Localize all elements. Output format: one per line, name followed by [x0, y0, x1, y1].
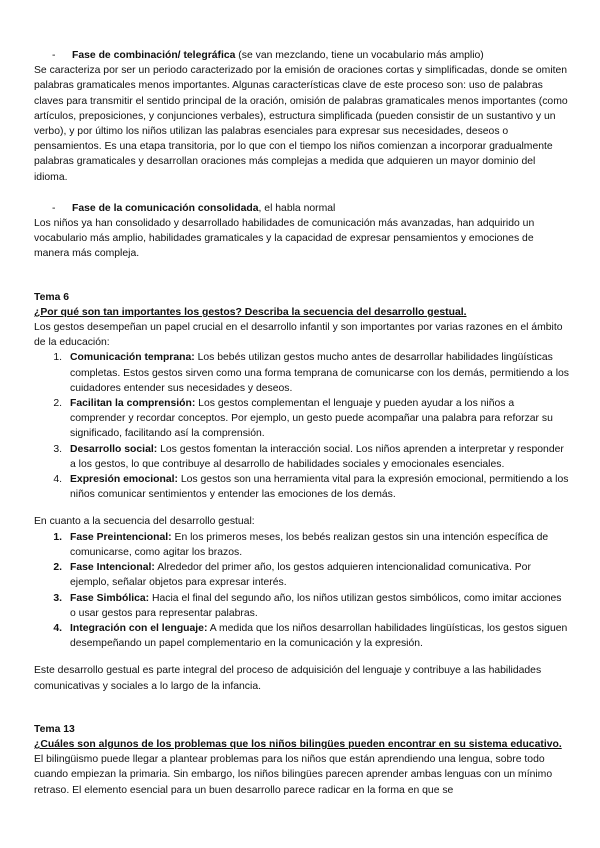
tema6-intro: Los gestos desempeñan un papel crucial en el desarrollo infantil y son importantes por varias razones en el ámbito de la educación:	[34, 322, 563, 349]
list-item-title: Comunicación temprana:	[70, 352, 195, 364]
document-page	[34, 48, 570, 798]
list-item-text: Los gestos fomentan la interacción social. Los niños aprenden a interpretar y responder a los gestos, lo que contribuye al desarrollo de habilidades sociales y emocionales esenciales.	[70, 443, 564, 470]
list-item-title: Integración con el lenguaje:	[70, 622, 208, 634]
list-item-title: Expresión emocional:	[70, 474, 178, 486]
list-item	[34, 530, 570, 560]
list-item-title: Fase Simbólica:	[70, 592, 150, 604]
list-item-text: Alrededor del primer año, los gestos adquieren intencionalidad comunicativa. Por ejemplo, señalar objetos para expresar interés.	[70, 562, 531, 589]
phase-description: Se caracteriza por ser un periodo caracterizado por la emisión de oraciones cortas y simplificadas, donde se omiten palabras gramaticales menos importantes. Algunas características clave de este proceso son: uso de palabras claves para transmitir el sentido principal de la oración, omisión de palabras gramaticales menos importantes (como artículos, preposiciones, y conjunciones verbales), estructura simplificada (pueden consistir de un sustantivo y un verbo), y por último los niños utilizan las palabras esenciales para expresar sus necesidades, deseos o pensamientos. Es una etapa transitoria, por lo que con el tiempo los niños comienzan a incorporar gradualmente palabras gramaticales y desarrollan oraciones más complejas a medida que adquieren un mayor dominio del idioma.	[34, 65, 568, 183]
list-number: 4.	[53, 622, 62, 634]
list-item	[34, 396, 570, 442]
list-item	[34, 591, 570, 621]
tema6-label: Tema 6	[34, 291, 70, 303]
list-item-title: Fase Preintencional:	[70, 531, 172, 543]
phase-bullet-consolidated	[34, 201, 570, 216]
list-item	[34, 442, 570, 472]
phases-list	[34, 530, 570, 652]
phase-title: Fase de la comunicación consolidada	[72, 202, 259, 214]
list-number: 3.	[53, 592, 62, 604]
list-item-title: Desarrollo social:	[70, 443, 158, 455]
list-item-title: Fase Intencional:	[70, 562, 155, 574]
tema13-question: ¿Cuáles son algunos de los problemas que los niños bilingües pueden encontrar en su sistema educativo.	[34, 738, 562, 750]
phase-bullet-combination	[34, 48, 570, 63]
list-number: 2.	[53, 562, 62, 574]
list-number: 1.	[53, 352, 62, 364]
list-item-text: En los primeros meses, los bebés realizan gestos sin una intención específica de comunicarse, como agitar los brazos.	[70, 531, 549, 558]
list-item-text: Hacia el final del segundo año, los niños utilizan gestos simbólicos, como imitar acciones o usar gestos para representar palabras.	[70, 592, 562, 619]
tema13-label: Tema 13	[34, 723, 75, 735]
tema6-question: ¿Por qué son tan importantes los gestos? Describa la secuencia del desarrollo gestual.	[34, 306, 467, 318]
list-item	[34, 560, 570, 590]
list-number: 3.	[53, 443, 62, 455]
phase-description: Los niños ya han consolidado y desarrollado habilidades de comunicación más avanzadas, han adquirido un vocabulario más amplio, habilidades gramaticales y la capacidad de expresar pensamientos y emociones de manera más compleja.	[34, 218, 535, 260]
list-item-text: Los gestos complementan el lenguaje y pueden ayudar a los niños a comprender y recordar conceptos. Por ejemplo, un gesto puede acompañar una palabra para reforzar su significado, facilitando así la comprensión.	[70, 398, 553, 440]
reasons-list	[34, 350, 570, 502]
list-number: 4.	[53, 474, 62, 486]
bullet-marker: -	[52, 202, 56, 214]
list-item-text: A medida que los niños desarrollan habilidades lingüísticas, los gestos siguen desempeñando un papel complementario en la comunicación y la expresión.	[70, 622, 568, 650]
list-item-text: Los gestos son una herramienta vital para la expresión emocional, permitiendo a los niños comunicar sentimientos y entender las emociones de los demás.	[70, 474, 569, 501]
sequence-intro: En cuanto a la secuencia del desarrollo gestual:	[34, 516, 255, 528]
tema13-body: El bilingüismo puede llegar a plantear problemas para los niños que están aprendiendo una lengua, sobre todo cuando empiezan la primaria. Sin embargo, los niños bilingües parecen aprender ambas lenguas con un mínimo retraso. El elemento esencial para un buen desarrollo parece radicar en la forma en que se	[34, 754, 553, 796]
tema6-closing: Este desarrollo gestual es parte integral del proceso de adquisición del lenguaje y contribuye a las habilidades comunicativas y sociales a lo largo de la infancia.	[34, 665, 542, 692]
list-item	[34, 621, 570, 651]
phase-title-suffix: , el habla normal	[258, 202, 336, 214]
bullet-marker: -	[52, 50, 56, 61]
list-item	[34, 350, 570, 396]
list-item	[34, 472, 570, 502]
phase-title: Fase de combinación/ telegráfica	[72, 50, 236, 61]
list-item-title: Facilitan la comprensión:	[70, 398, 196, 410]
list-number: 2.	[53, 398, 62, 410]
list-number: 1.	[53, 531, 62, 543]
list-item-text: Los bebés utilizan gestos mucho antes de desarrollar habilidades lingüísticas completas. Estos gestos sirven como una forma temprana de comunicarse con los demás, permitiendo a los cuidadores entender sus necesidades y deseos.	[70, 352, 569, 394]
phase-title-suffix: (se van mezclando, tiene un vocabulario más amplio)	[235, 50, 484, 61]
